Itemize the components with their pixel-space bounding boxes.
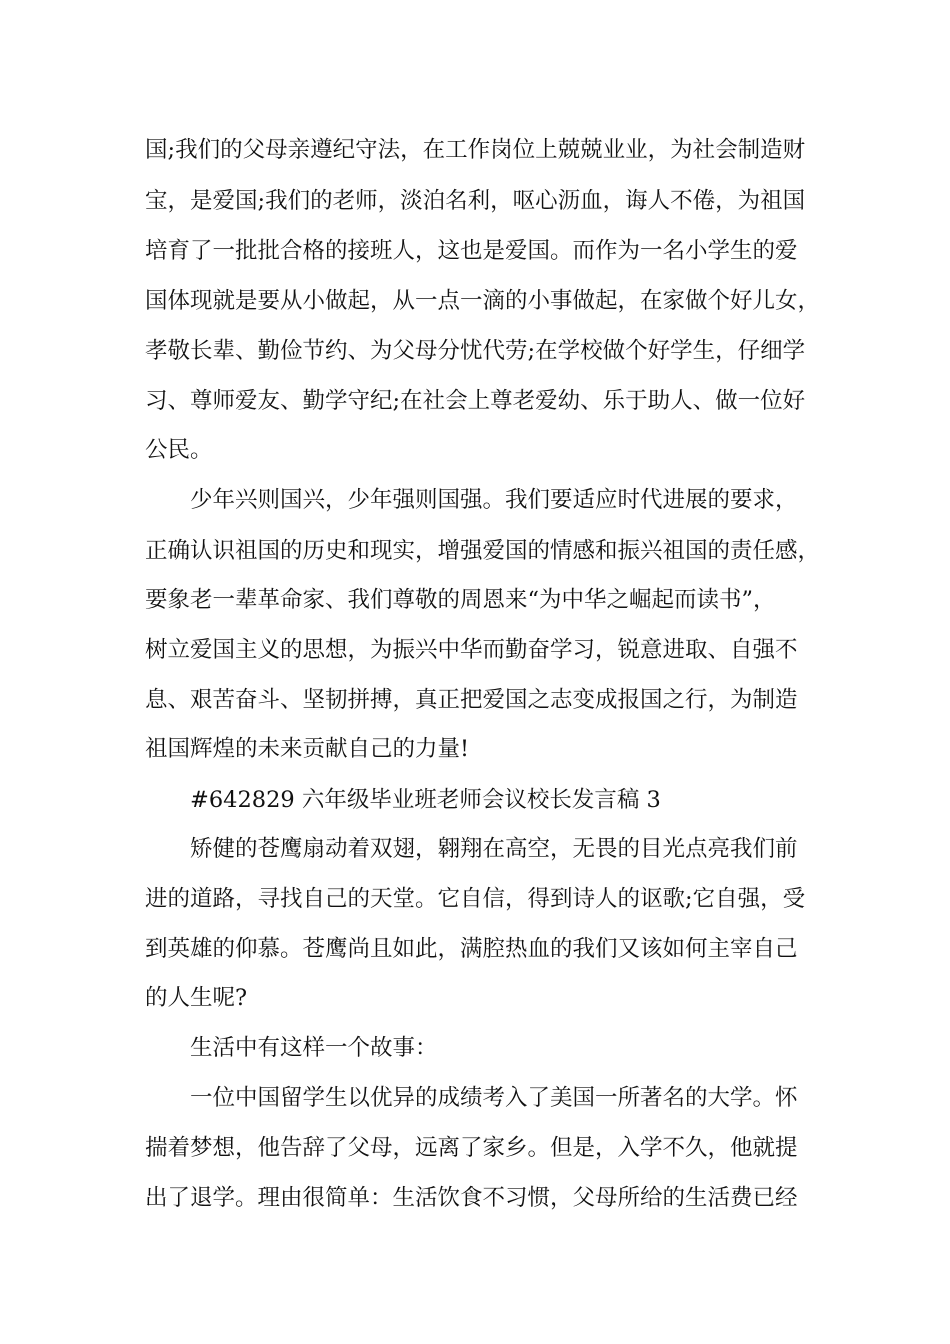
text-line: 公民。 [145, 437, 213, 463]
text-line: 祖国辉煌的未来贡献自己的力量! [145, 736, 470, 762]
section-heading: #642829 六年级毕业班老师会议校长发言稿 3 [190, 787, 661, 813]
text-line: 培育了一批批合格的接班人，这也是爱国。而作为一名小学生的爱 [145, 238, 798, 264]
text-line: 正确认识祖国的历史和现实，增强爱国的情感和振兴祖国的责任感， [145, 538, 821, 564]
paragraph-start-line: 一位中国留学生以优异的成绩考入了美国一所著名的大学。怀 [190, 1085, 798, 1111]
text-line: 宝，是爱国;我们的老师，淡泊名利，呕心沥血，诲人不倦，为祖国 [145, 188, 806, 214]
text-line: 到英雄的仰慕。苍鹰尚且如此，满腔热血的我们又该如何主宰自己 [145, 936, 798, 962]
text-line: 树立爱国主义的思想，为振兴中华而勤奋学习，锐意进取、自强不 [145, 637, 798, 663]
text-line: 进的道路，寻找自己的天堂。它自信，得到诗人的讴歌;它自强，受 [145, 886, 806, 912]
text-line: 国;我们的父母亲遵纪守法，在工作岗位上兢兢业业，为社会制造财 [145, 137, 806, 163]
text-line: 息、艰苦奋斗、坚韧拼搏，真正把爱国之志变成报国之行，为制造 [145, 687, 798, 713]
text-line: 出了退学。理由很简单：生活饮食不习惯，父母所给的生活费已经 [145, 1185, 798, 1211]
paragraph-start-line: 矫健的苍鹰扇动着双翅，翱翔在高空，无畏的目光点亮我们前 [190, 836, 798, 862]
text-line: 的人生呢? [145, 985, 248, 1011]
text-line: 习、尊师爱友、勤学守纪;在社会上尊老爱幼、乐于助人、做一位好 [145, 388, 806, 414]
text-line: 国体现就是要从小做起，从一点一滴的小事做起，在家做个好儿女， [145, 288, 821, 314]
text-line: 要象老一辈革命家、我们尊敬的周恩来“为中华之崛起而读书”， [145, 587, 776, 613]
paragraph-start-line: 生活中有这样一个故事： [190, 1035, 438, 1061]
paragraph-start-line: 少年兴则国兴，少年强则国强。我们要适应时代进展的要求， [190, 487, 798, 513]
text-line: 孝敬长辈、勤俭节约、为父母分忧代劳;在学校做个好学生，仔细学 [145, 338, 806, 364]
text-line: 揣着梦想，他告辞了父母，远离了家乡。但是，入学不久，他就提 [145, 1135, 798, 1161]
